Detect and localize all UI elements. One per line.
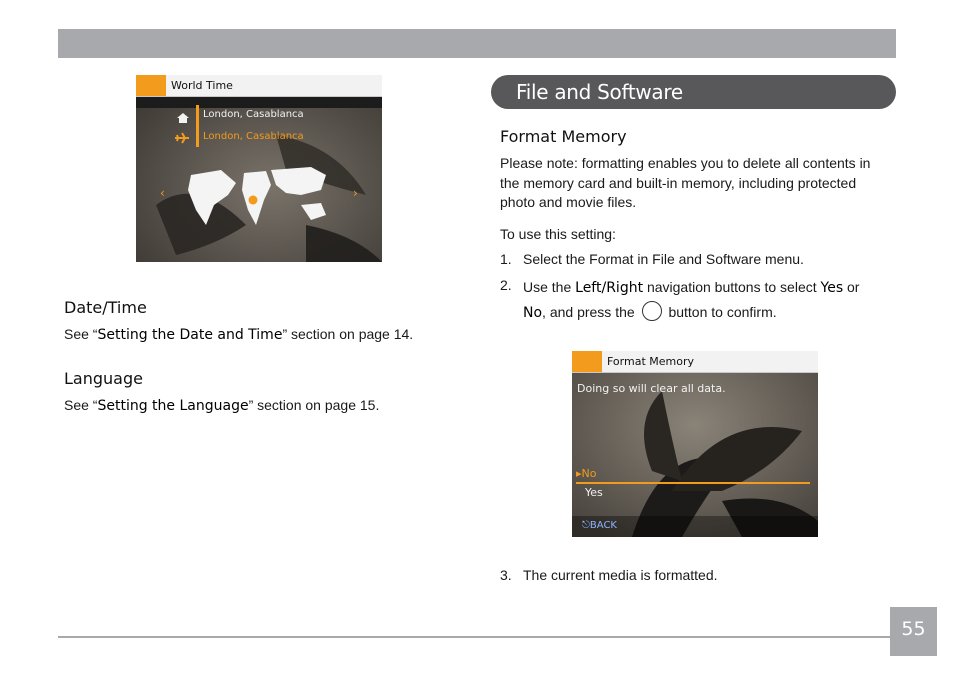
arrow-left-icon: ‹ [160, 186, 165, 200]
world-time-screen [136, 75, 382, 262]
datetime-text: See “Setting the Date and Time” section on page 14. [64, 326, 414, 343]
yes-label: Yes [820, 280, 844, 296]
no-label: No [523, 305, 543, 321]
top-bar [58, 29, 896, 58]
home-icon [176, 111, 190, 123]
selector-bar [196, 105, 199, 147]
step-3-number: 3. [500, 567, 512, 583]
datetime-heading: Date/Time [64, 298, 147, 317]
func-ok-icon [642, 301, 662, 321]
back-button[interactable]: ⎋BACK [582, 520, 617, 531]
step-3-text: The current media is formatted. [523, 567, 718, 583]
format-note: Please note: formatting enables you to delete all contents in the memory card and built-in memory, including protected photo and movie files. [500, 155, 871, 210]
step-1-text: Select the Format in File and Software menu. [523, 251, 804, 267]
language-text: See “Setting the Language” section on page 15. [64, 397, 380, 414]
format-memory-screen [572, 351, 818, 537]
world-time-background [136, 75, 382, 262]
plane-icon [174, 131, 190, 143]
screen-title: World Time [171, 79, 233, 92]
option-yes[interactable]: Yes [585, 486, 603, 499]
arrow-right-icon: › [353, 186, 358, 200]
format-heading: Format Memory [500, 127, 627, 146]
footer-line [58, 636, 890, 638]
step-2-text: Use the Left/Right navigation buttons to select Yes or No, and press the button to confirm. [523, 279, 860, 321]
left-right-label: Left/Right [575, 280, 644, 296]
selector-arrow-icon: ▸ [576, 467, 582, 480]
back-icon: ⎋ [582, 520, 590, 531]
option-no[interactable]: ▸No [576, 467, 597, 480]
step-2-number: 2. [500, 277, 512, 293]
format-intro: To use this setting: [500, 226, 616, 242]
memory-icon [572, 351, 602, 372]
home-city: London, Casablanca [203, 109, 304, 120]
step-1-number: 1. [500, 251, 512, 267]
format-message: Doing so will clear all data. [577, 382, 726, 395]
datetime-link: Setting the Date and Time [97, 327, 283, 343]
format-screen-background [572, 351, 818, 537]
section-title: File and Software [491, 75, 896, 109]
language-link: Setting the Language [97, 398, 249, 414]
key-icon [136, 75, 166, 96]
travel-city: London, Casablanca [203, 131, 304, 142]
screen-title: Format Memory [607, 355, 694, 368]
page-number: 55 [890, 607, 937, 656]
language-heading: Language [64, 369, 143, 388]
screen-header [572, 351, 818, 373]
screen-header [136, 75, 382, 97]
